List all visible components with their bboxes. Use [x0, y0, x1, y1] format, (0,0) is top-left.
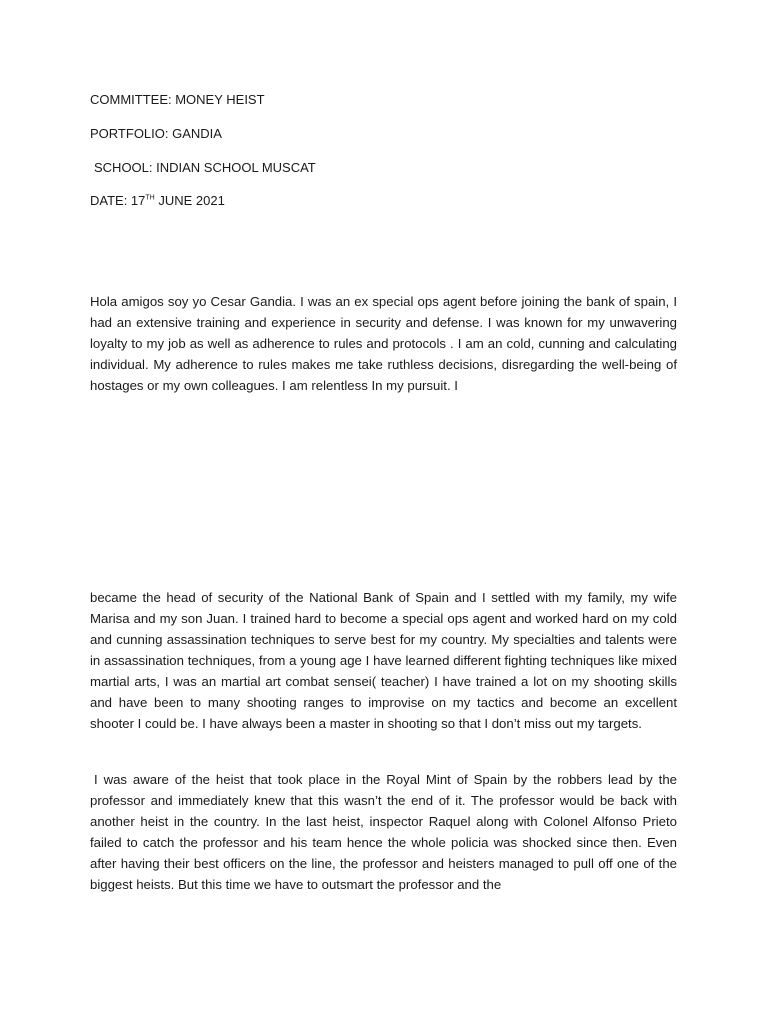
date-ordinal-suffix: TH — [145, 194, 155, 202]
date-rest: JUNE 2021 — [154, 193, 225, 208]
portfolio-line: PORTFOLIO: GANDIA — [90, 126, 222, 141]
body-paragraph-2: became the head of security of the National Bank of Spain and I settled with my family, my wife Marisa and my son Juan. I trained hard to become a special ops agent and worked hard on my cold and cunning assassination techniques to serve best for my country. My specialties and talents were in assassination techniques, from a young age I have learned different fighting techniques like mixed martial arts, I was an martial art combat sensei( teacher) I have trained a lot on my shooting skills and have been to many shooting ranges to improvise on my tactics and become an excellent shooter I could be. I have always been a master in shooting so that I don’t miss out my targets. — [90, 590, 677, 731]
date-line — [90, 193, 225, 209]
committee-line: COMMITTEE: MONEY HEIST — [90, 92, 265, 107]
date-prefix: DATE: 17 — [90, 193, 146, 208]
body-paragraph-3: I was aware of the heist that took place in the Royal Mint of Spain by the robbers lead by the professor and immediately knew that this wasn’t the end of it. The professor would be back with another heist in the country. In the last heist, inspector Raquel along with Colonel Alfonso Prieto failed to catch the professor and his team hence the whole policia was shocked since then. Even after having their best officers on the line, the professor and heisters managed to pull off one of the biggest heists. But this time we have to outsmart the professor and the — [90, 772, 677, 892]
body-paragraph-1: Hola amigos soy yo Cesar Gandia. I was an ex special ops agent before joining the bank of spain, I had an extensive training and experience in security and defense. I was known for my unwavering loyalty to my job as well as adherence to rules and protocols . I am an cold, cunning and calculating individual. My adherence to rules makes me take ruthless decisions, disregarding the well-being of hostages or my own colleagues. I am relentless In my pursuit. I — [90, 294, 677, 393]
school-line: SCHOOL: INDIAN SCHOOL MUSCAT — [94, 160, 316, 175]
